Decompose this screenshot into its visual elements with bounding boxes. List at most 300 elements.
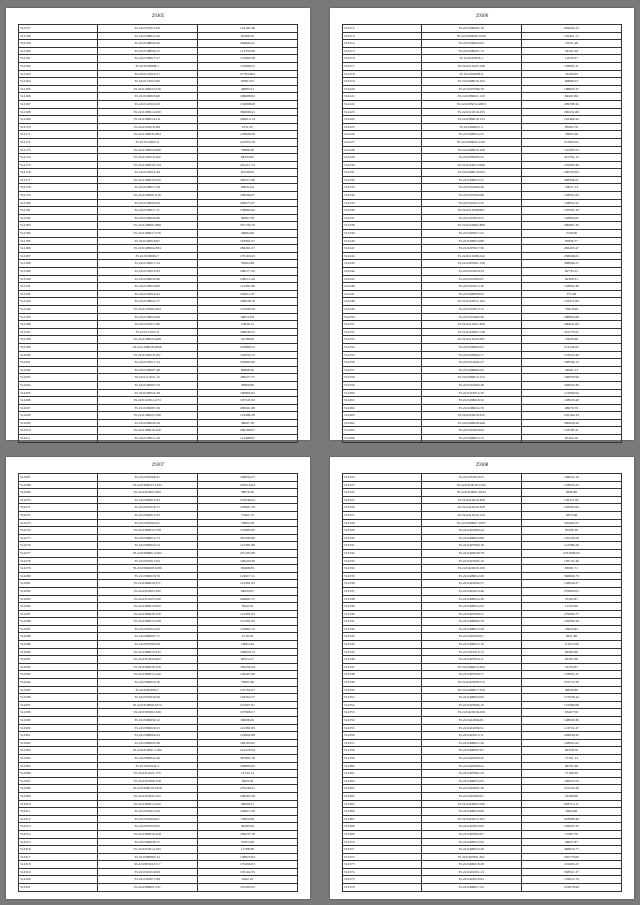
table-row bbox=[343, 123, 622, 131]
table-cell: 512272 bbox=[19, 511, 98, 519]
table-row bbox=[343, 412, 622, 420]
table-cell: 106420.36 bbox=[197, 557, 297, 565]
table-cell: 35.22.0307008.159 bbox=[97, 777, 197, 785]
table-row bbox=[19, 618, 298, 626]
table-cell: 98076.70 bbox=[521, 404, 621, 412]
table-cell: 35.22.0408013.28 bbox=[421, 625, 521, 633]
table-row bbox=[19, 808, 298, 816]
table-cell: 512254 bbox=[343, 343, 422, 351]
table-cell: 512336 bbox=[343, 580, 422, 588]
table-row bbox=[19, 397, 298, 405]
table-cell: 512350 bbox=[343, 686, 422, 694]
table-cell: 48185.95 bbox=[197, 823, 297, 831]
table-cell: 512330 bbox=[343, 534, 422, 542]
table-cell: 231678.99 bbox=[521, 884, 621, 892]
table-row bbox=[343, 359, 622, 367]
table-row bbox=[343, 366, 622, 374]
table-cell: 512257 bbox=[343, 366, 422, 374]
table-cell: 129901.56 bbox=[197, 504, 297, 512]
table-cell: 35.22.0309003.12 bbox=[97, 853, 197, 861]
table-cell: 35.22.0309023.1294 bbox=[97, 481, 197, 489]
table-cell: 512252 bbox=[343, 328, 422, 336]
table-row bbox=[343, 603, 622, 611]
table-cell: 512180 bbox=[19, 199, 98, 207]
table-cell: 65396.56 bbox=[197, 32, 297, 40]
table-cell: 35.22.0208028.446 bbox=[421, 419, 521, 427]
table-cell: 35.22.0211008.244 bbox=[421, 252, 521, 260]
table-cell: 55353.89 bbox=[197, 838, 297, 846]
table-cell: 35.22.0410016.259 bbox=[421, 709, 521, 717]
table-cell: 512179 bbox=[19, 192, 98, 200]
table-cell: 124182.48 bbox=[197, 25, 297, 33]
table-cell: 35.22.0302011.03 bbox=[97, 511, 197, 519]
table-row bbox=[343, 853, 622, 861]
table-cell: 35.22.0310021.252 bbox=[97, 792, 197, 800]
table-row bbox=[343, 861, 622, 869]
table-cell: 35.22.0409014.38 bbox=[421, 595, 521, 603]
table-row bbox=[19, 641, 298, 649]
table-cell: 183583.94 bbox=[521, 504, 621, 512]
table-row bbox=[343, 618, 622, 626]
table-row bbox=[343, 290, 622, 298]
table-row bbox=[343, 717, 622, 725]
table-cell: 35.22.0110012.48 bbox=[97, 169, 197, 177]
table-cell: 35.22.0110011.86 bbox=[97, 321, 197, 329]
table-cell: 107988.27 bbox=[197, 709, 297, 717]
table-cell: 76005.36 bbox=[521, 131, 621, 139]
table-cell: 76996.36 bbox=[197, 146, 297, 154]
table-cell: 35.22.0110018.197 bbox=[97, 351, 197, 359]
table-row bbox=[343, 633, 622, 641]
table-cell: 35.22.0109008.1 bbox=[97, 62, 197, 70]
table-row bbox=[343, 815, 622, 823]
table-cell: 512361 bbox=[343, 770, 422, 778]
table-cell: 98434.85 bbox=[197, 154, 297, 162]
table-cell: 54789.00 bbox=[197, 336, 297, 344]
table-cell: 512348 bbox=[343, 671, 422, 679]
table-cell: 15387.70 bbox=[521, 830, 621, 838]
table-row bbox=[19, 298, 298, 306]
table-row bbox=[343, 260, 622, 268]
table-cell: 512309 bbox=[19, 792, 98, 800]
table-row bbox=[343, 268, 622, 276]
table-cell: 170490.03 bbox=[197, 861, 297, 869]
table-cell: 128852.41 bbox=[521, 199, 621, 207]
table-cell: 512286 bbox=[19, 618, 98, 626]
table-row bbox=[343, 527, 622, 535]
table-cell: 118826.69 bbox=[197, 131, 297, 139]
table-cell: 94811.09 bbox=[197, 313, 297, 321]
table-cell: 512315 bbox=[19, 838, 98, 846]
table-row bbox=[19, 40, 298, 48]
table-cell: 35.22.0410004.10 bbox=[421, 557, 521, 565]
table-cell: 658713.11 bbox=[521, 800, 621, 808]
table-row bbox=[19, 268, 298, 276]
table-cell: 35.22.0309016.53 bbox=[97, 724, 197, 732]
table-row bbox=[343, 739, 622, 747]
table-cell: 168330.99 bbox=[521, 374, 621, 382]
table-cell: 282465.47 bbox=[521, 245, 621, 253]
table-row bbox=[19, 25, 298, 33]
table-cell: 35.22.0310001.1184 bbox=[97, 747, 197, 755]
table-cell: 512214 bbox=[343, 40, 422, 48]
table-cell: 199953.70 bbox=[521, 777, 621, 785]
table-cell: 35.22.0109024.408 bbox=[97, 336, 197, 344]
table-row bbox=[19, 313, 298, 321]
table-cell: 35.22.0210018.27 bbox=[421, 214, 521, 222]
table-row bbox=[19, 625, 298, 633]
table-cell: 512277 bbox=[19, 549, 98, 557]
table-cell: 320263.27 bbox=[521, 519, 621, 527]
table-cell: 512328 bbox=[343, 519, 422, 527]
table-row bbox=[19, 671, 298, 679]
table-cell: 337133.79 bbox=[197, 222, 297, 230]
table-cell: 115836.94 bbox=[521, 389, 621, 397]
table-cell: 512225 bbox=[343, 123, 422, 131]
table-row bbox=[343, 245, 622, 253]
table-cell: 35.22.0410008.41 bbox=[421, 762, 521, 770]
table-cell: 35.22.0410012.303 bbox=[421, 815, 521, 823]
table-cell: 35.22.0310014.03 bbox=[97, 625, 197, 633]
table-row bbox=[343, 679, 622, 687]
table-row bbox=[19, 587, 298, 595]
table-cell: 512201 bbox=[19, 359, 98, 367]
table-cell: 36051.87 bbox=[521, 838, 621, 846]
table-cell: 35.22.0208019.166 bbox=[421, 146, 521, 154]
table-row bbox=[19, 192, 298, 200]
table-cell: 35.22.0407001.291 bbox=[421, 853, 521, 861]
table-cell: 512289 bbox=[19, 641, 98, 649]
table-row bbox=[343, 78, 622, 86]
table-cell: 81262.19 bbox=[521, 435, 621, 443]
table-cell: 141381.80 bbox=[197, 542, 297, 550]
table-cell: 512275 bbox=[19, 534, 98, 542]
table-cell: 512259 bbox=[343, 381, 422, 389]
table-cell: 5749.00 bbox=[521, 230, 621, 238]
table-row bbox=[19, 207, 298, 215]
table-cell: 512368 bbox=[343, 823, 422, 831]
table-cell: 290111.86 bbox=[197, 176, 297, 184]
table-row bbox=[19, 222, 298, 230]
table-cell: 512187 bbox=[19, 252, 98, 260]
table-cell: 512268 bbox=[19, 481, 98, 489]
table-cell: 512318 bbox=[19, 861, 98, 869]
table-cell: 12724.13 bbox=[197, 770, 297, 778]
table-cell: 512161 bbox=[19, 55, 98, 63]
table-cell: 35.22.0310024.062 bbox=[97, 656, 197, 664]
table-cell: 512357 bbox=[343, 739, 422, 747]
table-cell: 512188 bbox=[19, 260, 98, 268]
table-cell: 512311 bbox=[19, 808, 98, 816]
table-cell: 35.22.0210004.36 bbox=[421, 313, 521, 321]
table-cell: 6399.105 bbox=[197, 78, 297, 86]
table-cell: 128063.85 bbox=[521, 214, 621, 222]
table-cell: 35.22.0304008.3289 bbox=[97, 565, 197, 573]
table-cell: 35.22.0310017.04 bbox=[97, 557, 197, 565]
table-cell: 512222 bbox=[343, 100, 422, 108]
table-cell: 512229 bbox=[343, 154, 422, 162]
table-cell: 35995.68 bbox=[197, 260, 297, 268]
table-cell: 35.22.0209001.15 bbox=[421, 47, 521, 55]
table-row bbox=[19, 549, 298, 557]
table-cell: 512169 bbox=[19, 116, 98, 124]
table-cell: 35.22.0310018.27 bbox=[421, 474, 521, 482]
table-cell: 512327 bbox=[343, 511, 422, 519]
table-cell: 512203 bbox=[19, 374, 98, 382]
table-cell: 512305 bbox=[19, 762, 98, 770]
table-row bbox=[19, 78, 298, 86]
table-row bbox=[343, 876, 622, 884]
table-cell: 198205.29 bbox=[197, 792, 297, 800]
table-cell: 203898.46 bbox=[521, 815, 621, 823]
table-cell: 276772.29 bbox=[521, 679, 621, 687]
table-cell: 35.22.0309030.12 bbox=[97, 717, 197, 725]
table-cell: 512205 bbox=[19, 389, 98, 397]
document-page-3 bbox=[6, 457, 310, 899]
table-cell: 79991.86 bbox=[197, 679, 297, 687]
table-row bbox=[19, 762, 298, 770]
table-cell: 512202 bbox=[19, 366, 98, 374]
table-cell: 247187.68 bbox=[197, 549, 297, 557]
table-cell: 35.22.0209013.115 bbox=[421, 374, 521, 382]
table-row bbox=[343, 701, 622, 709]
table-cell: 35.22.0409012.05 bbox=[421, 777, 521, 785]
table-cell: 512278 bbox=[19, 557, 98, 565]
table-cell: 35.22.0109018.2096 bbox=[97, 343, 197, 351]
table-row bbox=[343, 199, 622, 207]
table-row bbox=[343, 55, 622, 63]
table-cell: 38876.36 bbox=[197, 489, 297, 497]
table-cell: 512256 bbox=[343, 359, 422, 367]
table-cell: 35.22.0110014.03 bbox=[97, 290, 197, 298]
table-cell: 128026.27 bbox=[521, 580, 621, 588]
table-row bbox=[19, 374, 298, 382]
table-cell: 35.22.0109018.07 bbox=[97, 237, 197, 245]
table-row bbox=[343, 230, 622, 238]
table-cell: 35.22.0108012.20 bbox=[97, 32, 197, 40]
table-cell: 35.22.0407009.71 bbox=[421, 671, 521, 679]
table-cell: 35.22.0113010.96 bbox=[97, 78, 197, 86]
table-cell: 141381.83 bbox=[197, 580, 297, 588]
table-cell: 35.22.0109014.200 bbox=[97, 108, 197, 116]
table-cell: 512342 bbox=[343, 625, 422, 633]
table-row bbox=[343, 374, 622, 382]
table-row bbox=[19, 199, 298, 207]
table-cell: 69401.86 bbox=[521, 93, 621, 101]
table-cell: 512300 bbox=[19, 724, 98, 732]
table-cell: 105591.43 bbox=[521, 207, 621, 215]
table-cell: 105102.35 bbox=[197, 868, 297, 876]
table-cell: 35.22.0210015.72 bbox=[421, 305, 521, 313]
table-cell: 35.22.0407009.31 bbox=[421, 610, 521, 618]
table-cell: 35.22.0110021.0 bbox=[97, 138, 197, 146]
table-cell: 35.22.0412016.329 bbox=[421, 504, 521, 512]
table-row bbox=[19, 633, 298, 641]
table-cell: 512325 bbox=[343, 496, 422, 504]
table-cell: 149617.26 bbox=[197, 808, 297, 816]
table-cell: 162401.71 bbox=[521, 32, 621, 40]
table-cell: 512158 bbox=[19, 32, 98, 40]
table-row bbox=[343, 770, 622, 778]
table-cell: 512344 bbox=[343, 641, 422, 649]
table-cell: 270695.36 bbox=[521, 161, 621, 169]
table-cell: 35.22.0109019.734 bbox=[97, 161, 197, 169]
table-cell: 512224 bbox=[343, 116, 422, 124]
table-cell: 327761.15 bbox=[521, 154, 621, 162]
table-cell: 512346 bbox=[343, 656, 422, 664]
table-row bbox=[19, 359, 298, 367]
table-row bbox=[19, 176, 298, 184]
table-row bbox=[19, 154, 298, 162]
table-row bbox=[343, 587, 622, 595]
table-row bbox=[343, 161, 622, 169]
table-cell: 55165.87 bbox=[521, 595, 621, 603]
table-row bbox=[19, 701, 298, 709]
table-cell: 35.22.0210002.739 bbox=[421, 328, 521, 336]
table-cell: 512310 bbox=[19, 800, 98, 808]
table-row bbox=[19, 785, 298, 793]
table-cell: 35.22.0111015.8 bbox=[97, 328, 197, 336]
table-cell: 35.22.0109007.53 bbox=[97, 381, 197, 389]
table-cell: 35.22.0410001.13 bbox=[421, 868, 521, 876]
table-cell: 512165 bbox=[19, 85, 98, 93]
table-cell: 189277.27 bbox=[197, 374, 297, 382]
table-cell: 118833.20 bbox=[521, 481, 621, 489]
table-cell: 35.22.0109016.430 bbox=[97, 427, 197, 435]
table-cell: 35.22.0306019.371 bbox=[97, 580, 197, 588]
table-row bbox=[343, 565, 622, 573]
table-cell: 107405.53 bbox=[521, 146, 621, 154]
table-cell: 92309.31 bbox=[521, 275, 621, 283]
table-cell: 157633.46 bbox=[521, 351, 621, 359]
table-cell: 35.22.0309018.2358 bbox=[97, 785, 197, 793]
table-row bbox=[19, 603, 298, 611]
table-cell: 232164.33 bbox=[521, 412, 621, 420]
table-cell: 253908.52 bbox=[197, 343, 297, 351]
table-cell: 512219 bbox=[343, 78, 422, 86]
table-cell: 512360 bbox=[343, 762, 422, 770]
table-cell: 512292 bbox=[19, 663, 98, 671]
table-cell: 118863.13 bbox=[197, 625, 297, 633]
table-row bbox=[19, 481, 298, 489]
table-cell: 186646.55 bbox=[197, 328, 297, 336]
table-cell: 512338 bbox=[343, 595, 422, 603]
table-cell: 11543.96 bbox=[521, 603, 621, 611]
table-cell: 118691.45 bbox=[521, 671, 621, 679]
table-cell: 236237.78 bbox=[197, 830, 297, 838]
table-cell: 35.22.0109020.16 bbox=[97, 419, 197, 427]
table-row bbox=[343, 838, 622, 846]
table-cell: 35.22.0206011.2 bbox=[421, 123, 521, 131]
table-row bbox=[343, 108, 622, 116]
table-cell: 512265 bbox=[343, 427, 422, 435]
table-row bbox=[19, 85, 298, 93]
table-cell: 246681.75 bbox=[197, 595, 297, 603]
table-cell: 35.22.0207001.130 bbox=[421, 260, 521, 268]
table-cell: 512349 bbox=[343, 679, 422, 687]
table-cell: 512306 bbox=[19, 770, 98, 778]
table-cell: 308696.27 bbox=[521, 260, 621, 268]
table-row bbox=[343, 709, 622, 717]
table-cell: 44681.13 bbox=[521, 366, 621, 374]
table-cell: 512245 bbox=[343, 275, 422, 283]
table-cell: 512323 bbox=[343, 481, 422, 489]
table-cell: 512196 bbox=[19, 321, 98, 329]
table-row bbox=[19, 366, 298, 374]
table-row bbox=[343, 40, 622, 48]
table-cell: 512233 bbox=[343, 184, 422, 192]
table-cell: 512359 bbox=[343, 754, 422, 762]
table-cell: 284609.41 bbox=[197, 40, 297, 48]
table-cell: 512284 bbox=[19, 603, 98, 611]
table-cell: 165469.42 bbox=[521, 116, 621, 124]
table-cell: 512303 bbox=[19, 747, 98, 755]
table-cell: 512206 bbox=[19, 397, 98, 405]
table-cell: 512208 bbox=[19, 412, 98, 420]
table-cell: 35.22.0207017.30 bbox=[421, 245, 521, 253]
table-cell: 512247 bbox=[343, 290, 422, 298]
table-cell: 35.22.0109020.96 bbox=[97, 214, 197, 222]
table-cell: 512183 bbox=[19, 222, 98, 230]
table-row bbox=[19, 321, 298, 329]
table-cell: 141381.83 bbox=[197, 610, 297, 618]
table-row bbox=[343, 519, 622, 527]
table-row bbox=[343, 671, 622, 679]
table-cell: 80098.26 bbox=[197, 366, 297, 374]
table-cell: 35.22.0208016.104 bbox=[421, 78, 521, 86]
table-cell: 121488.67 bbox=[197, 435, 297, 443]
table-cell: 512218 bbox=[343, 70, 422, 78]
table-row bbox=[19, 123, 298, 131]
table-row bbox=[343, 580, 622, 588]
table-cell: 512326 bbox=[343, 504, 422, 512]
table-cell: 35.22.0110014.274 bbox=[97, 397, 197, 405]
table-cell: 512370 bbox=[343, 838, 422, 846]
table-cell: 512209 bbox=[19, 419, 98, 427]
table-cell: 55822.99 bbox=[197, 815, 297, 823]
table-cell: 512171 bbox=[19, 131, 98, 139]
table-cell: 96581.71 bbox=[521, 565, 621, 573]
table-cell: 512230 bbox=[343, 161, 422, 169]
table-cell: 512353 bbox=[343, 709, 422, 717]
table-cell: 56684.66 bbox=[197, 230, 297, 238]
table-cell: 35.22.0209013.15 bbox=[421, 435, 521, 443]
table-cell: 35.22.0311021.175 bbox=[97, 770, 197, 778]
table-cell: 512290 bbox=[19, 648, 98, 656]
table-cell: 512375 bbox=[343, 876, 422, 884]
table-cell: 512307 bbox=[19, 777, 98, 785]
table-cell: 512267 bbox=[19, 474, 98, 482]
table-row bbox=[19, 876, 298, 884]
table-cell: 512295 bbox=[19, 686, 98, 694]
table-cell: 4761908.05 bbox=[521, 549, 621, 557]
table-cell: 512192 bbox=[19, 290, 98, 298]
table-cell: 512263 bbox=[343, 412, 422, 420]
table-cell: 35.22.0309013.228 bbox=[97, 618, 197, 626]
table-cell: 512298 bbox=[19, 709, 98, 717]
table-cell: 512291 bbox=[19, 656, 98, 664]
table-cell: 108829.36 bbox=[521, 717, 621, 725]
table-cell: 35.22.0203004.71 bbox=[421, 351, 521, 359]
table-cell: 115690.88 bbox=[521, 701, 621, 709]
table-cell: 512193 bbox=[19, 298, 98, 306]
table-cell: 35.22.0205017.22 bbox=[421, 230, 521, 238]
table-cell: 226639.45 bbox=[521, 732, 621, 740]
table-row bbox=[19, 709, 298, 717]
table-cell: 238683.03 bbox=[197, 762, 297, 770]
table-cell: 512351 bbox=[343, 694, 422, 702]
table-cell: 512322 bbox=[343, 474, 422, 482]
